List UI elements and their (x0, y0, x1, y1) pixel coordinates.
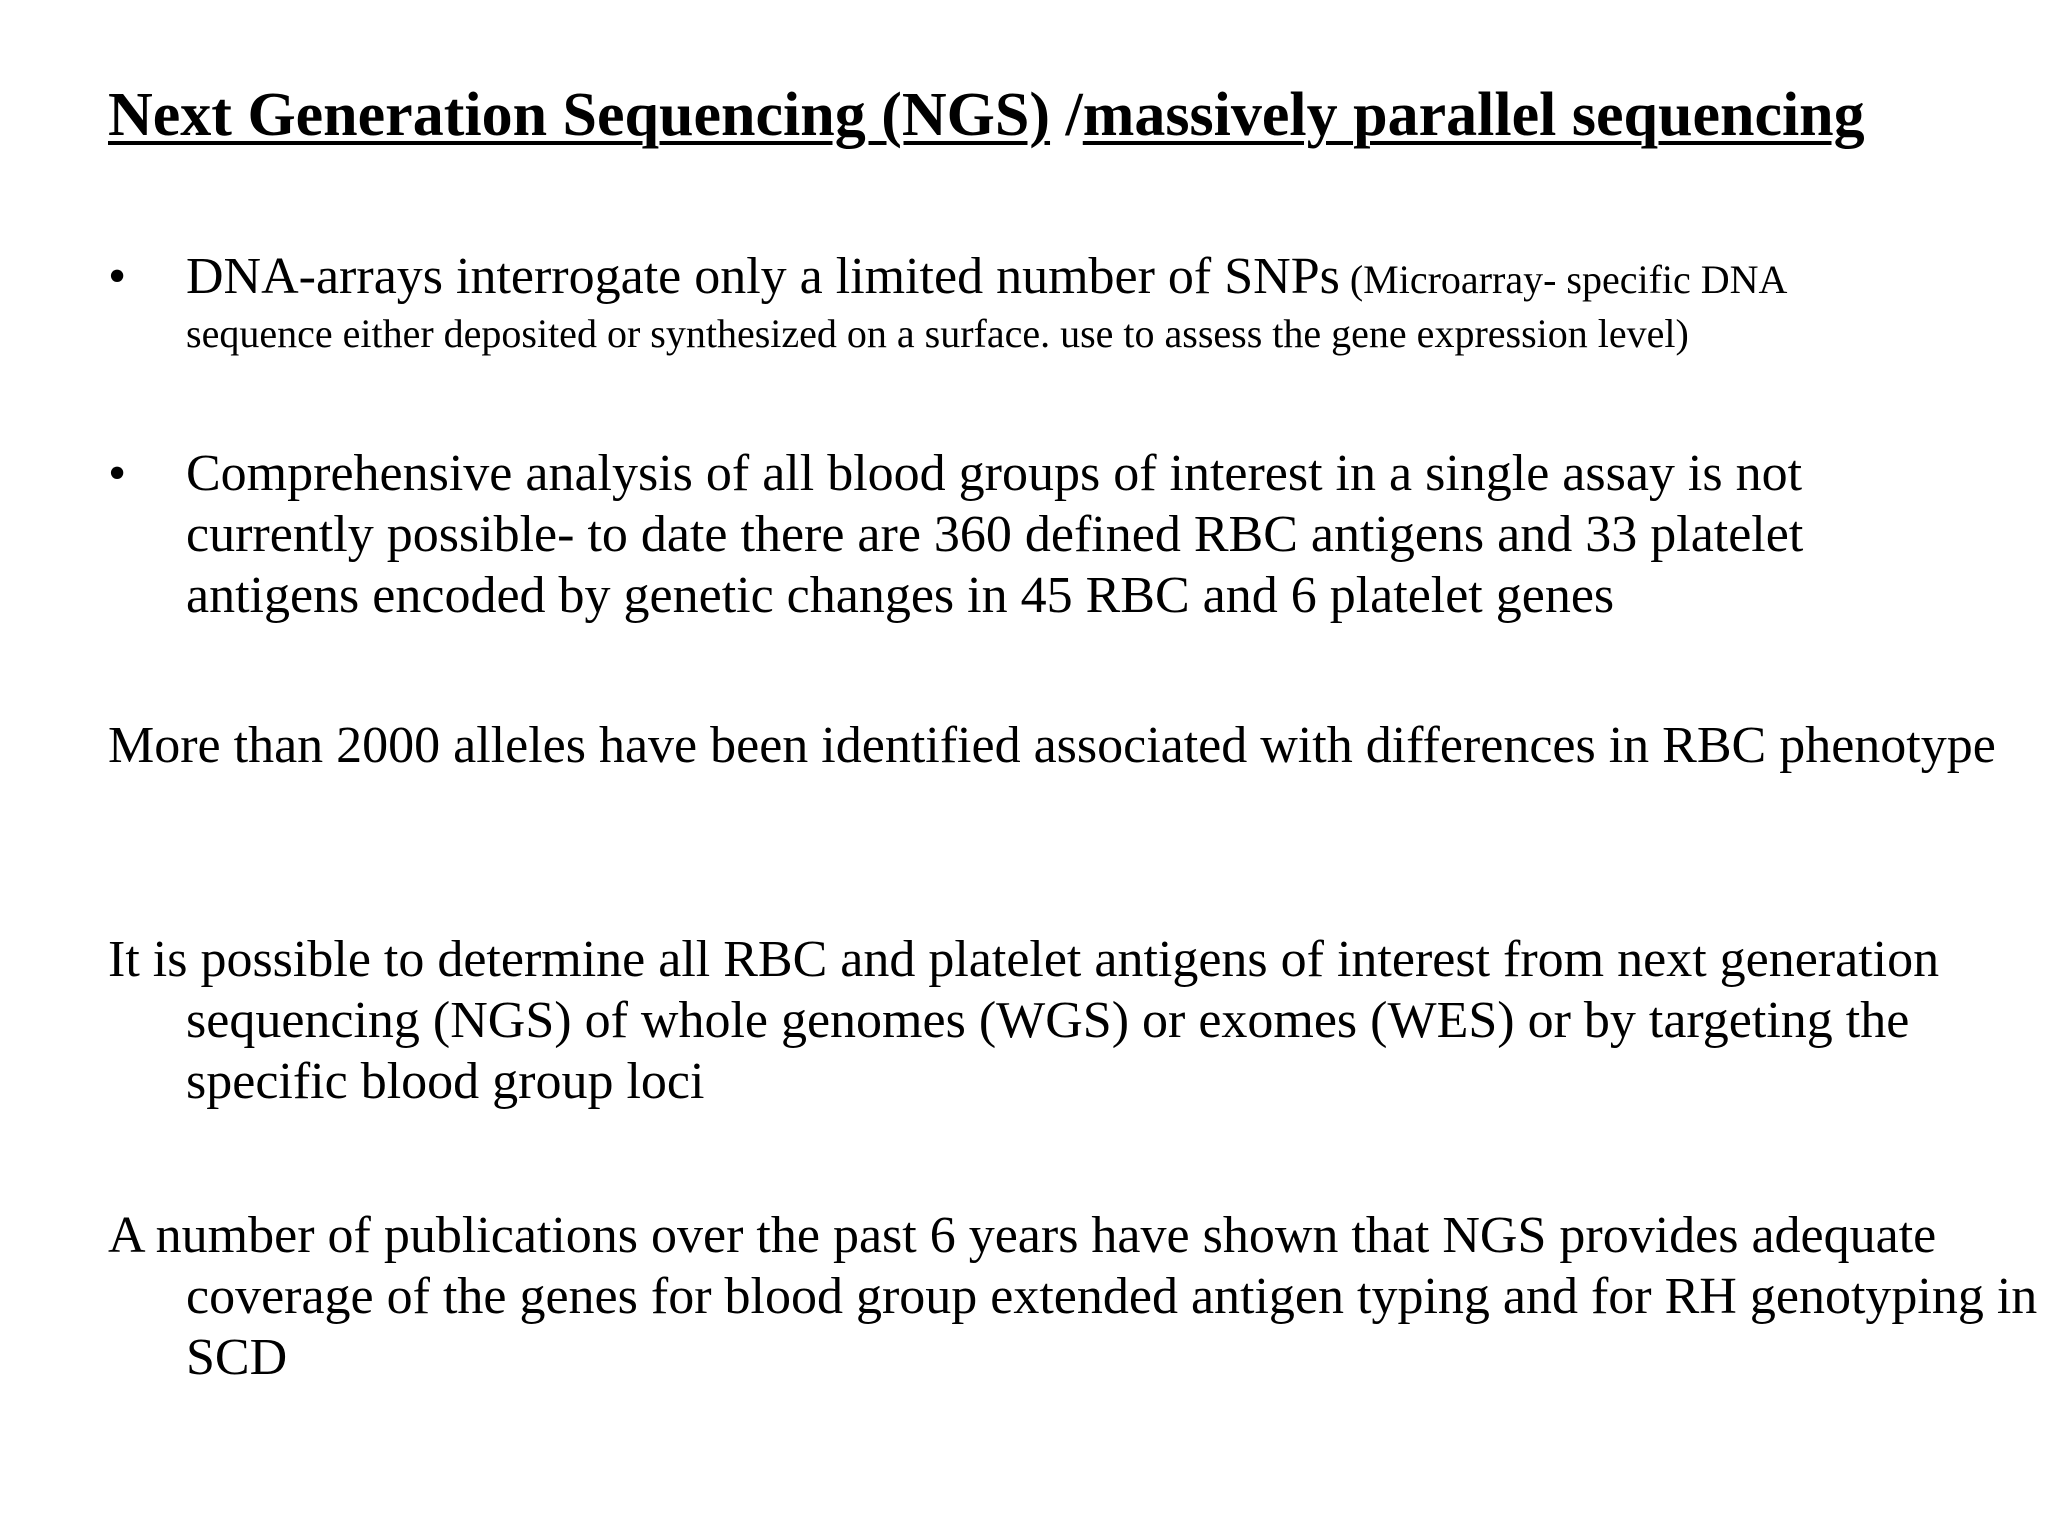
title-separator: / (1050, 81, 1083, 149)
paragraph-publications: A number of publications over the past 6 years have shown that NGS provides adequate coverage of the genes for blood group extended antigen typing and for RH genotyping in SCD (108, 1207, 2038, 1386)
slide-title (108, 76, 2048, 154)
bullet-icon: • (108, 445, 127, 502)
title-part-ngs: Next Generation Sequencing (NGS) (108, 81, 1051, 149)
title-part-mps: massively parallel sequencing (1082, 81, 1865, 149)
bullet-icon: • (108, 248, 127, 305)
bullet-note-text: (Microarray- specific DNA (1339, 257, 1788, 302)
bullet-note-continuation: sequence either deposited or synthesized on a surface. use to assess the gene expression level) (186, 311, 1689, 356)
paragraph-ngs-determination: It is possible to determine all RBC and platelet antigens of interest from next generation sequencing (NGS) of whole genomes (WGS) or exomes (WES) or by targeting the specific blood group loci (108, 931, 1940, 1110)
bullet-text (186, 246, 1986, 358)
paragraph-alleles: More than 2000 alleles have been identified associated with differences in RBC phenotype (108, 717, 1996, 774)
bullet-main-text: DNA-arrays interrogate only a limited number of SNPs (186, 248, 1340, 305)
bullet-text: Comprehensive analysis of all blood groups of interest in a single assay is not currently possible- to date there are 360 defined RBC antigens and 33 platelet antigens encoded by genetic changes in 45 RBC and 6 platelet genes (186, 445, 1804, 624)
